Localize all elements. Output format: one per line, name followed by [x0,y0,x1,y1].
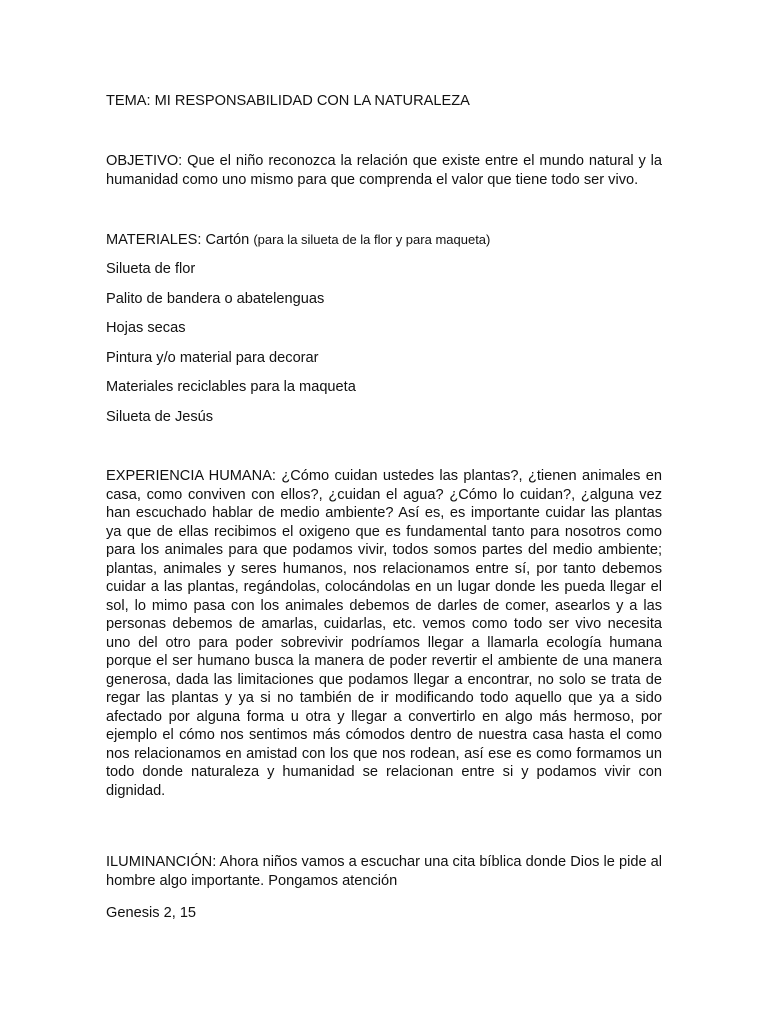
materiales-item: Palito de bandera o abatelenguas [106,291,325,307]
iluminacion-paragraph: ILUMINANCIÓN: Ahora niños vamos a escuchar una cita bíblica donde Dios le pide al hombre algo importante. Pongamos atención [106,854,662,889]
materiales-item: Pintura y/o material para decorar [106,350,319,366]
materiales-item: Silueta de flor [106,261,196,277]
experiencia-paragraph: EXPERIENCIA HUMANA: ¿Cómo cuidan ustedes las plantas?, ¿tienen animales en casa, como conviven con ellos?, ¿cuidan el agua? ¿Cómo lo cuidan?, ¿alguna vez han escuchado hablar de medio ambiente? Así es, es importante cuidar las plantas ya que de ellas recibimos el oxigeno que es fundamental tanto para nosotros como para los animales para que podamos vivir, todos somos partes del medio ambiente; plantas, animales y seres humanos, nos relacionamos entre sí, por tanto debemos cuidar a las plantas, regándolas, colocándolas en un lugar donde les pueda llegar el sol, lo mimo pasa con los animales debemos de darles de comer, asearlos y a las personas debemos de amarlas, cuidarlas, etc. vemos como todo ser vivo necesita uno del otro para poder sobrevivir podríamos llegar a llamarla ecología humana porque el ser humano busca la manera de poder revertir el ambiente de una manera generosa, dada las limitaciones que podamos llegar a encontrar, no solo se trata de regar las plantas y ya si no también de ir modificando todo aquello que ya a sido afectado por alguna forma u otra y llegar a convertirlo en algo más hermoso, por ejemplo el cómo nos sentimos más cómodos dentro de nuestra casa hasta el como nos relacionamos en amistad con los que nos rodean, así ese es como formamos un todo donde naturaleza y humanidad se relacionan entre si y podamos vivir con dignidad. [106,468,662,799]
materiales-item: Hojas secas [106,320,186,336]
cita-biblica: Genesis 2, 15 [106,905,197,921]
materiales-label: MATERIALES: Cartón [106,232,254,248]
materiales-heading [106,231,490,250]
materiales-item: Materiales reciclables para la maqueta [106,379,356,395]
tema-heading: TEMA: MI RESPONSABILIDAD CON LA NATURALEZA [106,93,470,109]
objetivo-paragraph: OBJETIVO: Que el niño reconozca la relación que existe entre el mundo natural y la humanidad como uno mismo para que comprenda el valor que tiene todo ser vivo. [106,153,662,188]
materiales-item: Silueta de Jesús [106,409,214,425]
materiales-note: (para la silueta de la flor y para maqueta) [253,232,491,247]
